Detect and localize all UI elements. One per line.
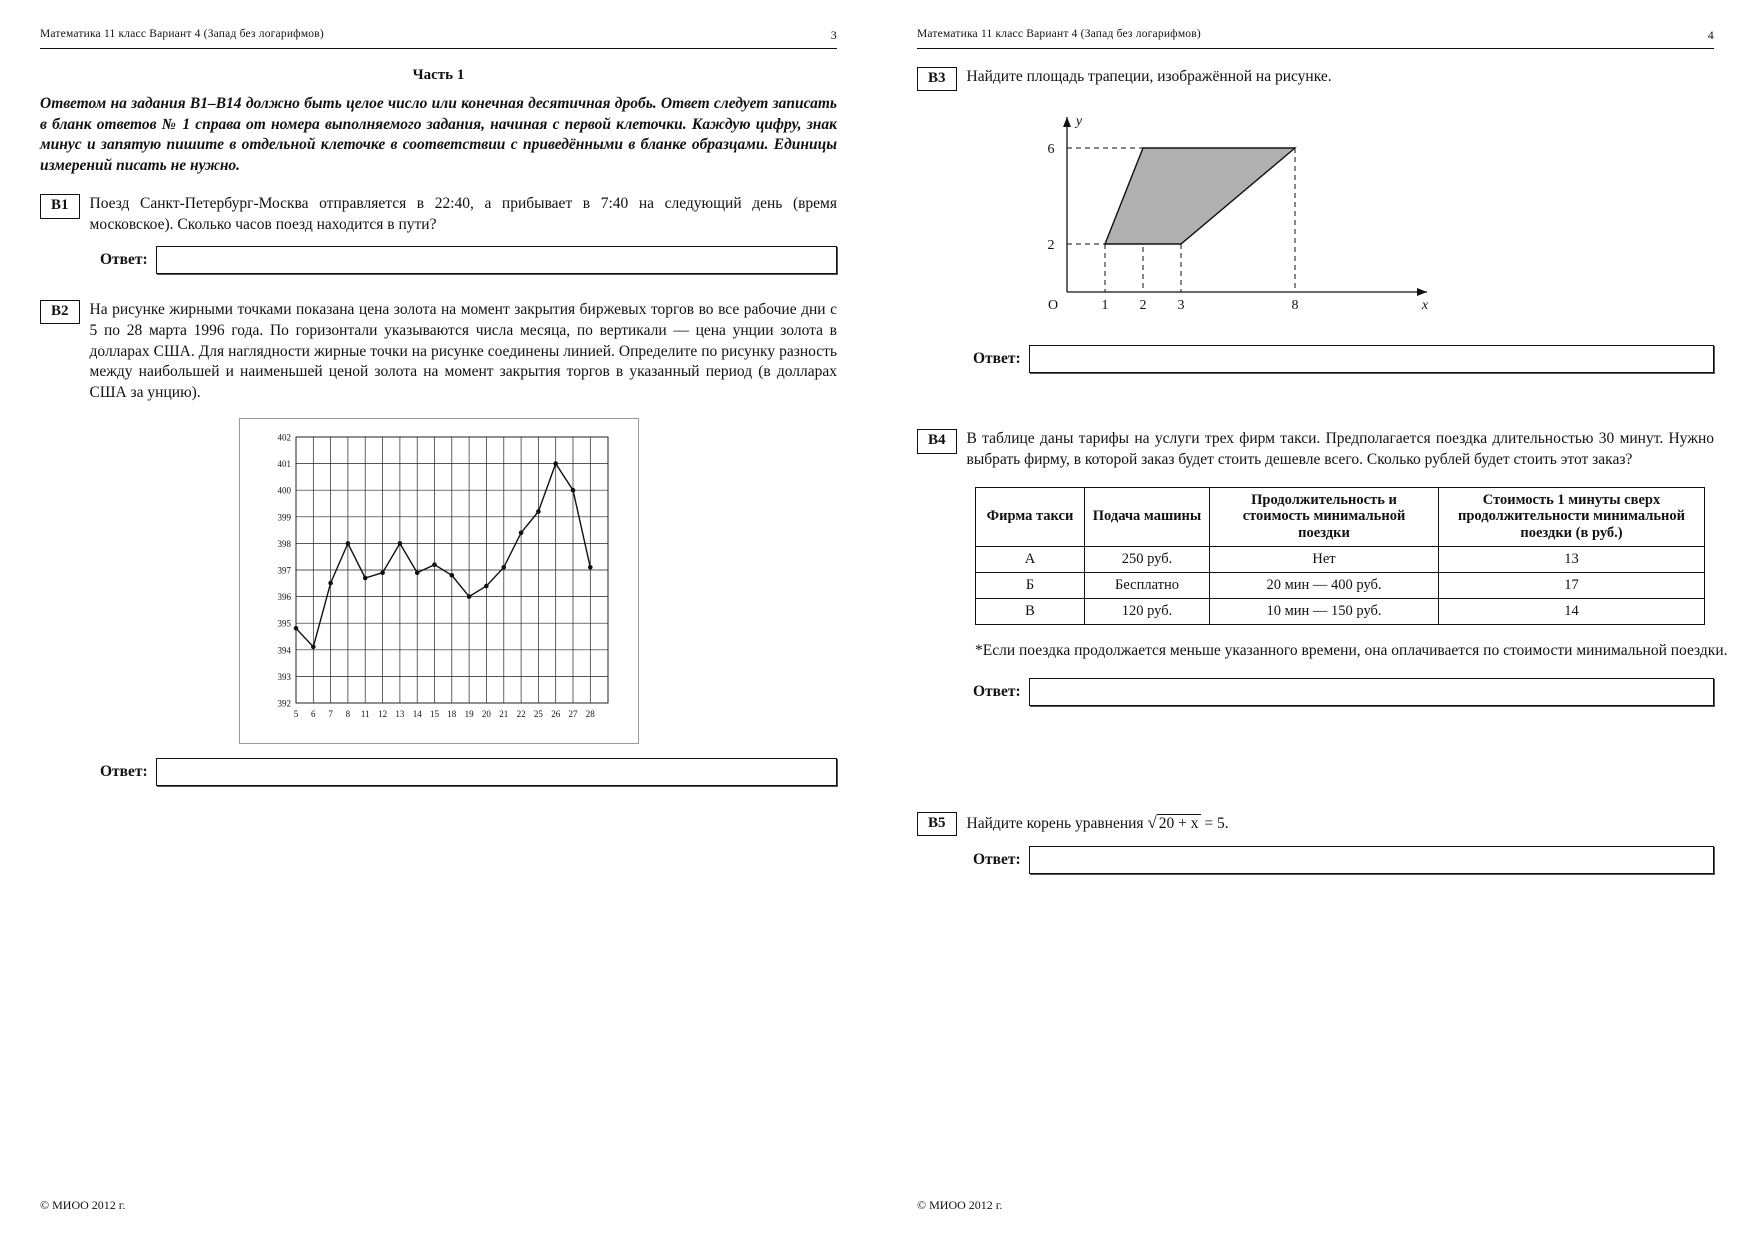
right-header-title: Математика 11 класс Вариант 4 (Запад без логарифмов) — [917, 28, 1201, 40]
cell-pickup: 250 руб. — [1085, 546, 1210, 572]
cell-firm: Б — [976, 572, 1085, 598]
left-header-rule — [40, 48, 837, 49]
task-b1-answer-label: Ответ: — [100, 250, 148, 268]
cell-min-trip: Нет — [1210, 546, 1439, 572]
task-b1-text: Поезд Санкт-Петербург-Москва отправляется в 22:40, а прибывает в 7:40 на следующий день (время московское). Сколько часов поезд находится в пути? — [89, 195, 837, 234]
task-b4-answer-row — [917, 678, 1714, 706]
trapezoid-figure — [1007, 97, 1714, 327]
gold-price-chart — [239, 418, 639, 744]
task-b4-answer-field[interactable] — [1029, 678, 1714, 706]
svg-text:12: 12 — [377, 708, 387, 719]
task-b3-text: Найдите площадь трапеции, изображённой на рисунке. — [966, 68, 1332, 85]
svg-text:3: 3 — [1177, 298, 1185, 314]
svg-text:O: O — [1047, 298, 1059, 314]
cell-extra-minute: 13 — [1439, 546, 1705, 572]
svg-text:392: 392 — [277, 698, 291, 709]
svg-text:19: 19 — [464, 708, 474, 719]
task-b2-code: В2 — [40, 300, 80, 324]
svg-text:2: 2 — [1047, 238, 1055, 254]
trapezoid-shape — [1105, 148, 1295, 244]
instructions-text: Ответом на задания В1–В14 должно быть целое число или конечная десятичная дробь. Ответ следует записать в бланк ответов № 1 справа от номера выполняемого задания, начиная с первой клеточки. Каждую цифру, знак минус и запятую пишите в отдельной клеточке в соответствии с приведёнными в бланке образцами. Единицы измерений писать не нужно. — [40, 95, 837, 174]
task-b5 — [917, 812, 1714, 874]
cell-extra-minute: 14 — [1439, 598, 1705, 624]
gold-price-figure — [40, 418, 837, 744]
right-footer: © МИОО 2012 г. — [917, 1198, 1003, 1212]
svg-text:15: 15 — [429, 708, 439, 719]
task-b4-code: В4 — [917, 429, 957, 453]
gold-price-chart-svg — [248, 427, 628, 737]
svg-text:396: 396 — [277, 591, 291, 602]
svg-text:20: 20 — [481, 708, 491, 719]
svg-text:401: 401 — [277, 458, 291, 469]
svg-text:y: y — [1075, 114, 1083, 130]
right-page — [877, 0, 1754, 1239]
task-b3-answer-label: Ответ: — [973, 350, 1021, 368]
svg-text:7: 7 — [327, 708, 333, 719]
task-b1-code: В1 — [40, 194, 80, 218]
task-b5-answer-label: Ответ: — [973, 850, 1021, 868]
cell-firm: А — [976, 546, 1085, 572]
svg-text:25: 25 — [533, 708, 543, 719]
table-row — [976, 598, 1705, 624]
task-b5-code: В5 — [917, 812, 957, 836]
svg-text:26: 26 — [550, 708, 560, 719]
task-b2-answer-label: Ответ: — [100, 762, 148, 780]
task-b3-answer-row — [917, 345, 1714, 373]
svg-text:8: 8 — [345, 708, 350, 719]
svg-text:21: 21 — [498, 708, 508, 719]
left-header-title: Математика 11 класс Вариант 4 (Запад без логарифмов) — [40, 28, 324, 40]
task-b3-code: В3 — [917, 67, 957, 91]
task-b4-answer-label: Ответ: — [973, 682, 1021, 700]
cell-extra-minute: 17 — [1439, 572, 1705, 598]
task-b3-answer-field[interactable] — [1029, 345, 1714, 373]
task-b1 — [40, 194, 837, 274]
sqrt-expression — [1147, 812, 1200, 835]
svg-text:1: 1 — [1101, 298, 1109, 314]
task-b4-note: *Если поездка продолжается меньше указанного времени, она оплачивается по стоимости минимальной поездки. — [975, 641, 1728, 659]
taxi-tariff-table — [975, 487, 1705, 625]
table-row — [976, 572, 1705, 598]
task-b5-answer-field[interactable] — [1029, 846, 1714, 874]
svg-text:395: 395 — [277, 618, 291, 629]
left-running-head — [40, 28, 837, 43]
task-b2-text: На рисунке жирными точками показана цена золота на момент закрытия биржевых торгов во все рабочие дни с 5 по 28 марта 1996 года. По горизонтали указываются числа месяца, по вертикали — цена унции золота в долларах США. Для наглядности жирные точки на рисунке соединены линией. Определите по рисунку разность между наибольшей и наименьшей ценой золота на момент закрытия торгов в указанный период (в долларах США за унцию). — [89, 300, 837, 402]
svg-text:5: 5 — [293, 708, 298, 719]
col-header-pickup: Подача машины — [1085, 487, 1210, 546]
svg-text:8: 8 — [1291, 298, 1299, 314]
svg-text:11: 11 — [360, 708, 370, 719]
svg-text:22: 22 — [516, 708, 526, 719]
radicand: 20 + x — [1158, 814, 1199, 832]
task-b5-answer-row — [917, 846, 1714, 874]
svg-text:27: 27 — [568, 708, 577, 719]
svg-text:13: 13 — [394, 708, 404, 719]
cell-pickup: Бесплатно — [1085, 572, 1210, 598]
task-b5-text-before: Найдите корень уравнения — [966, 814, 1144, 832]
svg-text:18: 18 — [446, 708, 456, 719]
task-b4-text: В таблице даны тарифы на услуги трех фирм такси. Предполагается поездка длительностью 30 минут. Нужно выбрать фирму, в которой заказ будет стоить дешевле всего. Сколько рублей будет стоить этот заказ? — [966, 430, 1714, 469]
radical-sign: √ — [1147, 812, 1157, 832]
right-running-head — [917, 28, 1714, 43]
svg-text:2: 2 — [1139, 298, 1147, 314]
task-b1-answer-field[interactable] — [156, 246, 837, 274]
svg-text:x: x — [1421, 298, 1429, 314]
task-b2 — [40, 300, 837, 786]
right-header-rule — [917, 48, 1714, 49]
task-b5-text-after: = 5. — [1204, 814, 1229, 832]
task-b2-answer-row — [40, 758, 837, 786]
svg-text:14: 14 — [412, 708, 422, 719]
svg-text:393: 393 — [277, 671, 291, 682]
task-b4 — [917, 429, 1728, 705]
task-b3 — [917, 67, 1714, 373]
left-page-number: 3 — [830, 28, 837, 42]
col-header-extra-minute: Стоимость 1 минуты сверх продолжительности минимальной поездки (в руб.) — [1439, 487, 1705, 546]
col-header-firm: Фирма такси — [976, 487, 1085, 546]
task-b5-text — [967, 812, 1714, 835]
cell-firm: В — [976, 598, 1085, 624]
svg-text:394: 394 — [277, 645, 291, 656]
table-row — [976, 546, 1705, 572]
col-header-min-trip: Продолжительность и стоимость минимальной поездки — [1210, 487, 1439, 546]
left-footer: © МИОО 2012 г. — [40, 1198, 126, 1212]
cell-min-trip: 10 мин — 150 руб. — [1210, 598, 1439, 624]
task-b2-answer-field[interactable] — [156, 758, 837, 786]
task-b1-answer-row — [40, 246, 837, 274]
svg-text:397: 397 — [277, 565, 291, 576]
cell-pickup: 120 руб. — [1085, 598, 1210, 624]
trapezoid-figure-svg — [1007, 97, 1487, 327]
svg-text:400: 400 — [277, 485, 291, 496]
svg-text:399: 399 — [277, 512, 291, 523]
table-header-row — [976, 487, 1705, 546]
part-title: Часть 1 — [412, 67, 465, 83]
cell-min-trip: 20 мин — 400 руб. — [1210, 572, 1439, 598]
svg-text:28: 28 — [585, 708, 595, 719]
svg-text:6: 6 — [1047, 142, 1055, 158]
svg-text:398: 398 — [277, 538, 291, 549]
svg-text:402: 402 — [277, 432, 291, 443]
svg-text:6: 6 — [310, 708, 316, 719]
right-page-number: 4 — [1707, 28, 1714, 42]
